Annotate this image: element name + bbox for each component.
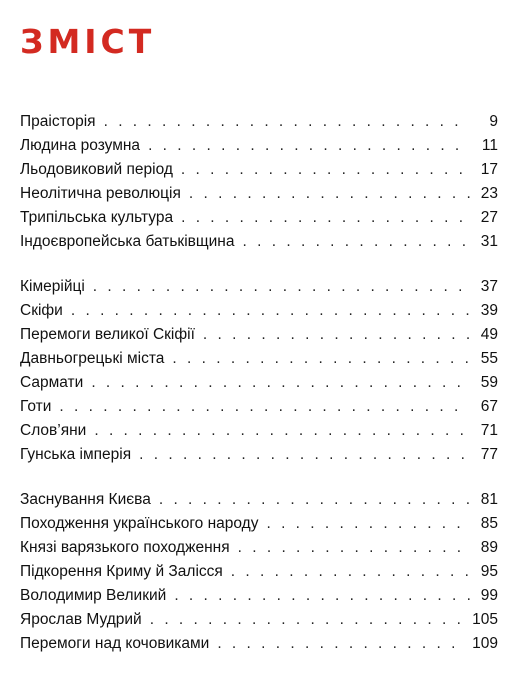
entry-page: 17 — [480, 161, 498, 178]
entry-title: Сармати — [20, 374, 84, 391]
dot-leader — [203, 326, 470, 344]
dot-leader — [243, 233, 471, 251]
toc-entry[interactable] — [20, 398, 498, 422]
entry-page: 81 — [480, 491, 498, 508]
entry-title: Готи — [20, 398, 52, 415]
entry-title: Гунська імперія — [20, 446, 132, 463]
entry-title: Ярослав Мудрий — [20, 611, 142, 628]
dot-leader — [91, 374, 470, 392]
dot-leader — [93, 278, 470, 296]
dot-leader — [181, 209, 470, 227]
dot-leader — [150, 611, 466, 629]
entry-title: Кімерійці — [20, 278, 85, 295]
toc-entry[interactable] — [20, 587, 498, 611]
toc-entry[interactable] — [20, 326, 498, 350]
toc-entry[interactable] — [20, 113, 498, 137]
toc-group-1 — [20, 113, 498, 257]
entry-page: 59 — [480, 374, 498, 391]
toc-entry[interactable] — [20, 137, 498, 161]
toc-entry[interactable] — [20, 209, 498, 233]
page-title: ЗМІСТ — [20, 22, 156, 61]
entry-title: Праісторія — [20, 113, 96, 130]
dot-leader — [238, 539, 470, 557]
entry-page: 109 — [472, 635, 498, 652]
toc-entry[interactable] — [20, 422, 498, 446]
toc-entry[interactable] — [20, 350, 498, 374]
entry-page: 105 — [472, 611, 498, 628]
toc-entry[interactable] — [20, 278, 498, 302]
entry-title: Індоєвропейська батьківщина — [20, 233, 235, 250]
dot-leader — [231, 563, 470, 581]
entry-title: Князі варязького походження — [20, 539, 230, 556]
entry-title: Скіфи — [20, 302, 63, 319]
entry-page: 99 — [480, 587, 498, 604]
toc-entry[interactable] — [20, 185, 498, 209]
toc-entry[interactable] — [20, 515, 498, 539]
entry-page: 67 — [480, 398, 498, 415]
entry-title: Підкорення Криму й Залісся — [20, 563, 223, 580]
entry-page: 37 — [480, 278, 498, 295]
entry-title: Трипільська культура — [20, 209, 174, 226]
toc-entry[interactable] — [20, 446, 498, 470]
toc-entry[interactable] — [20, 635, 498, 659]
entry-title: Походження українського народу — [20, 515, 259, 532]
entry-page: 77 — [480, 446, 498, 463]
dot-leader — [94, 422, 470, 440]
toc-entry[interactable] — [20, 491, 498, 515]
entry-page: 49 — [480, 326, 498, 343]
dot-leader — [181, 161, 470, 179]
dot-leader — [71, 302, 470, 320]
entry-page: 39 — [480, 302, 498, 319]
entry-page: 55 — [480, 350, 498, 367]
dot-leader — [148, 137, 470, 155]
entry-page: 31 — [480, 233, 498, 250]
entry-title: Слов’яни — [20, 422, 87, 439]
entry-title: Льодовиковий період — [20, 161, 173, 178]
entry-title: Заснування Києва — [20, 491, 151, 508]
dot-leader — [139, 446, 470, 464]
toc-group-3 — [20, 491, 498, 659]
dot-leader — [172, 350, 470, 368]
dot-leader — [217, 635, 466, 653]
dot-leader — [159, 491, 470, 509]
dot-leader — [174, 587, 470, 605]
dot-leader — [104, 113, 470, 131]
entry-title: Давньогрецькі міста — [20, 350, 165, 367]
entry-title: Людина розумна — [20, 137, 141, 154]
entry-title: Перемоги великої Скіфії — [20, 326, 195, 343]
entry-page: 85 — [480, 515, 498, 532]
dot-leader — [189, 185, 470, 203]
entry-title: Перемоги над кочовиками — [20, 635, 210, 652]
toc-group-2 — [20, 278, 498, 470]
entry-page: 27 — [480, 209, 498, 226]
dot-leader — [59, 398, 470, 416]
entry-title: Неолітична революція — [20, 185, 181, 202]
toc-entry[interactable] — [20, 374, 498, 398]
toc-entry[interactable] — [20, 563, 498, 587]
toc-entry[interactable] — [20, 302, 498, 326]
entry-page: 9 — [489, 113, 498, 130]
dot-leader — [266, 515, 470, 533]
entry-page: 95 — [480, 563, 498, 580]
entry-page: 11 — [481, 137, 498, 154]
entry-page: 71 — [480, 422, 498, 439]
entry-title: Володимир Великий — [20, 587, 167, 604]
toc-entry[interactable] — [20, 161, 498, 185]
toc-entry[interactable] — [20, 539, 498, 563]
entry-page: 23 — [480, 185, 498, 202]
toc-entry[interactable] — [20, 611, 498, 635]
toc-entry[interactable] — [20, 233, 498, 257]
entry-page: 89 — [480, 539, 498, 556]
table-of-contents — [20, 113, 498, 680]
